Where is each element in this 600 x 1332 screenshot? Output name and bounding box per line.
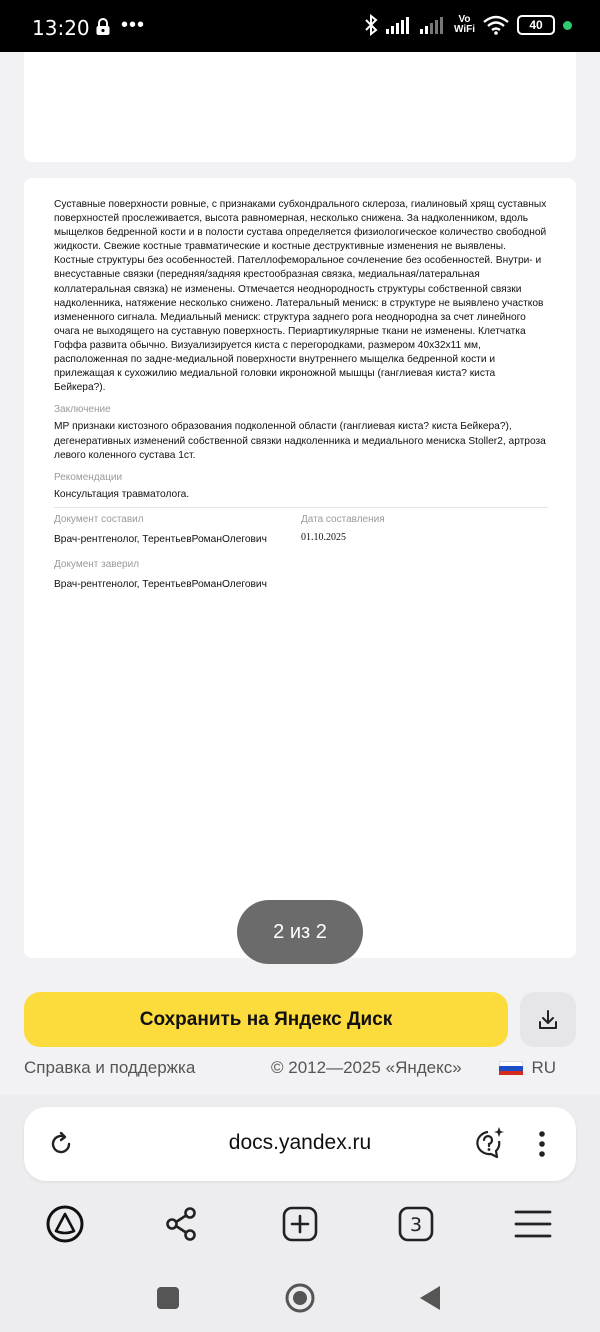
more-vertical-icon (538, 1130, 546, 1158)
status-bar (0, 0, 600, 52)
home-button[interactable] (284, 1282, 316, 1314)
plus-square-icon (281, 1205, 319, 1243)
back-triangle-icon (419, 1285, 441, 1311)
footer (24, 1058, 576, 1082)
signal-icon (386, 16, 412, 34)
square-icon (157, 1287, 179, 1309)
address-bar[interactable] (24, 1107, 576, 1181)
language-selector[interactable] (499, 1058, 556, 1078)
share-icon (163, 1206, 199, 1242)
home-circle-icon (284, 1282, 316, 1314)
hamburger-icon (514, 1209, 552, 1239)
date-label: Дата составления (301, 513, 385, 525)
page-indicator (237, 900, 363, 964)
back-button[interactable] (416, 1284, 444, 1312)
composed-by-value: Врач-рентгенолог, ТерентьевРоманОлегович (54, 533, 267, 545)
menu-more-button[interactable] (528, 1129, 556, 1159)
certified-by-value: Врач-рентгенолог, ТерентьевРоманОлегович (54, 579, 267, 591)
vowifi-top: Vo (458, 14, 471, 25)
battery-level: 40 (529, 18, 543, 32)
tabs-button[interactable] (395, 1203, 437, 1245)
more-notifications-icon: ••• (121, 14, 146, 36)
svg-text:3: 3 (409, 1214, 423, 1236)
ai-assistant-button[interactable] (470, 1125, 508, 1163)
new-tab-button[interactable] (279, 1203, 321, 1245)
russia-flag-icon (499, 1061, 523, 1075)
tabs-count-icon (397, 1205, 435, 1243)
share-button[interactable] (160, 1203, 202, 1245)
alice-button[interactable] (44, 1203, 86, 1245)
document-page-2 (24, 178, 576, 958)
main-menu-button[interactable] (512, 1203, 554, 1245)
copyright: © 2012—2025 «Яндекс» (271, 1058, 462, 1077)
system-navigation-bar (0, 1262, 600, 1332)
vowifi-indicator (454, 15, 475, 35)
help-link[interactable]: Справка и поддержка (24, 1058, 196, 1077)
document-page-1 (24, 52, 576, 162)
save-to-yandex-disk-button[interactable] (24, 992, 508, 1047)
save-button-label: Сохранить на Яндекс Диск (139, 1008, 393, 1030)
page-indicator-text: 2 из 2 (273, 920, 327, 943)
conclusion-text: МР признаки кистозного образования подколенной области (ганглиевая киста? киста Бейкера?), дегенеративных изменений собственной связки надколенника и медиального мениска Stoller2, артроза левого коленного сустава 1ст. (54, 421, 546, 461)
signature-row (54, 513, 548, 547)
recent-apps-button[interactable] (154, 1284, 182, 1312)
chat-sparkle-icon (471, 1126, 507, 1162)
status-time: 13:20 (32, 16, 90, 40)
vowifi-bottom: WiFi (453, 24, 475, 35)
download-icon (536, 1008, 560, 1032)
bluetooth-icon (364, 14, 378, 36)
privacy-indicator (563, 21, 572, 30)
wifi-icon (483, 15, 509, 35)
lock-icon (95, 18, 111, 36)
findings-text: Суставные поверхности ровные, с признаками субхондрального склероза, гиалиновый хрящ суставных поверхностей прослеживается, высота равномерная, несколько снижена. За надколенником, вдоль мыщелков бедренной кости и в полости сустава определяется физиологическое количество свободной жидкости. Свежие костные травматические и костные деструктивные изменения не выявлены. Костные структуры без особенностей. Пателлофеморальное сочленение без особенностей. Внутри- и внесуставные связки (передняя/задняя крестообразная связка, медиальная/латеральная коллатеральная связка) не изменены. Отмечается неоднородность структуры собственной связки надколенника, натяжение несколько снижено. Латеральный мениск: в структуре не выявлено участков измененного сигнала. Медиальный мениск: структура заднего рога неоднородна за счет линейного очага не выходящего на суставную поверхность. Периартикулярные ткани не изменены. Клетчатка Гоффа развита обычно. Визуализируется киста с перегородками, размером 40х32х11 мм, расположенная по задне-медиальной поверхности внутреннего мыщелка бедренной кости и прилежащая к сухожилию медиальной головки икроножной мышцы (ганглиевая киста? киста Бейкера?). (54, 199, 547, 394)
composed-by-label: Документ составил (54, 513, 144, 525)
alice-icon (45, 1204, 85, 1244)
recommendations-label: Рекомендации (54, 471, 123, 483)
conclusion-label: Заключение (54, 404, 111, 416)
battery-icon (517, 15, 555, 35)
signal-icon (420, 16, 446, 34)
date-value: 01.10.2025 (301, 531, 346, 543)
browser-toolbar (0, 1195, 600, 1255)
download-button[interactable] (520, 992, 576, 1047)
url-text[interactable]: docs.yandex.ru (228, 1131, 372, 1154)
recommendations-text: Консультация травматолога. (54, 488, 190, 500)
document-content (54, 198, 548, 592)
certified-by-label: Документ заверил (54, 559, 140, 571)
language-label: RU (531, 1058, 556, 1077)
